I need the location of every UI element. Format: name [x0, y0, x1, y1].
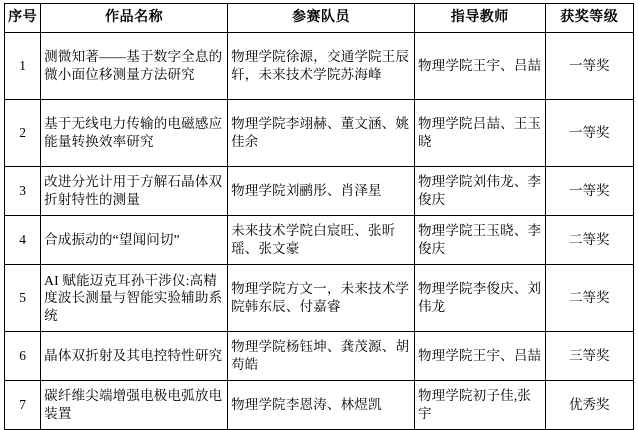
- cell-award: 三等奖: [545, 332, 633, 381]
- column-header-team: 参赛队员: [228, 4, 415, 33]
- column-header-teacher: 指导教师: [414, 4, 545, 33]
- cell-seq: 4: [5, 216, 41, 265]
- cell-teacher: 物理学院吕喆、王玉晓: [414, 100, 545, 167]
- cell-title: 晶体双折射及其电控特性研究: [41, 332, 228, 381]
- cell-teacher: 物理学院王宇、吕喆: [414, 332, 545, 381]
- cell-teacher: 物理学院初子佳,张宇: [414, 381, 545, 430]
- cell-seq: 1: [5, 33, 41, 100]
- cell-title: AI 赋能迈克耳孙干涉仪:高精度波长测量与智能实验辅助系统: [41, 265, 228, 332]
- cell-team: 物理学院杨钰坤、龚茂源、胡苟皓: [228, 332, 415, 381]
- cell-teacher: 物理学院王玉晓、李俊庆: [414, 216, 545, 265]
- cell-team: 物理学院刘鹂彤、肖泽星: [228, 167, 415, 216]
- cell-seq: 6: [5, 332, 41, 381]
- cell-seq: 5: [5, 265, 41, 332]
- cell-team: 物理学院徐源，交通学院王辰轩，未来技术学院苏海峰: [228, 33, 415, 100]
- table-row: [5, 167, 634, 216]
- cell-seq: 2: [5, 100, 41, 167]
- cell-award: 二等奖: [545, 265, 633, 332]
- cell-team: 物理学院李恩涛、林煜凯: [228, 381, 415, 430]
- cell-award: 一等奖: [545, 100, 633, 167]
- cell-award: 优秀奖: [545, 381, 633, 430]
- cell-seq: 3: [5, 167, 41, 216]
- cell-award: 二等奖: [545, 216, 633, 265]
- table-row: [5, 332, 634, 381]
- cell-team: 物理学院方文一，未来技术学院韩东辰、付嘉睿: [228, 265, 415, 332]
- column-header-title: 作品名称: [41, 4, 228, 33]
- table-row: [5, 381, 634, 430]
- cell-award: 一等奖: [545, 167, 633, 216]
- table-header-row: [5, 4, 634, 33]
- table-row: [5, 33, 634, 100]
- cell-teacher: 物理学院李俊庆、刘伟龙: [414, 265, 545, 332]
- table-row: [5, 265, 634, 332]
- cell-award: 一等奖: [545, 33, 633, 100]
- cell-title: 改进分光计用于方解石晶体双折射特性的测量: [41, 167, 228, 216]
- cell-title: 合成振动的“望闻问切”: [41, 216, 228, 265]
- cell-teacher: 物理学院王宇、吕喆: [414, 33, 545, 100]
- table-row: [5, 216, 634, 265]
- cell-title: 测微知著——基于数字全息的微小面位移测量方法研究: [41, 33, 228, 100]
- column-header-award: 获奖等级: [545, 4, 633, 33]
- award-results-table: [4, 3, 634, 430]
- column-header-seq: 序号: [5, 4, 41, 33]
- cell-title: 碳纤维尖端增强电极电弧放电装置: [41, 381, 228, 430]
- cell-teacher: 物理学院刘伟龙、李俊庆: [414, 167, 545, 216]
- cell-team: 物理学院李翊赫、董文涵、姚佳余: [228, 100, 415, 167]
- cell-team: 未来技术学院白宸旺、张昕瑶、张文豪: [228, 216, 415, 265]
- cell-seq: 7: [5, 381, 41, 430]
- cell-title: 基于无线电力传输的电磁感应能量转换效率研究: [41, 100, 228, 167]
- table-row: [5, 100, 634, 167]
